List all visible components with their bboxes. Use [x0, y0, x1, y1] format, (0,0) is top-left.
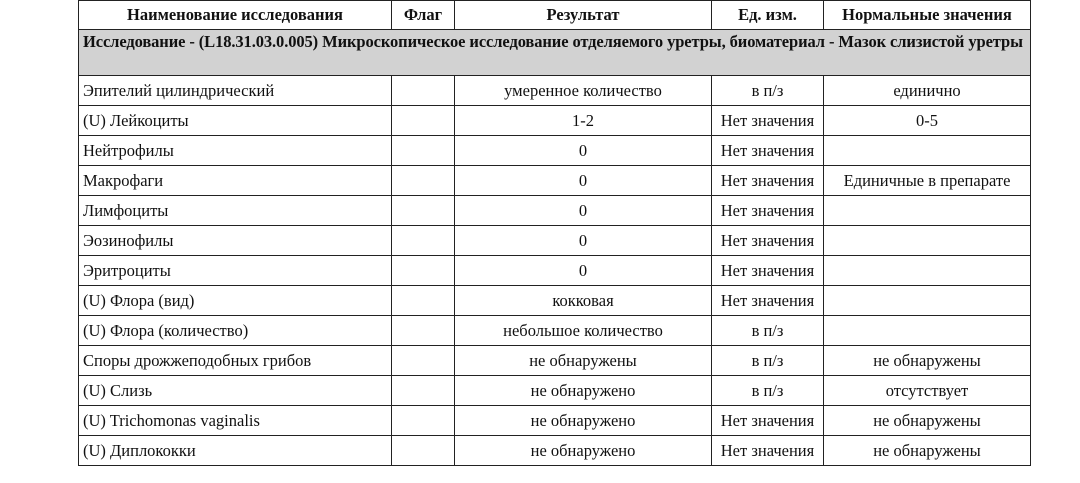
unit-cell: Нет значения [712, 226, 824, 256]
flag-cell [392, 76, 455, 106]
table-row [79, 196, 1031, 226]
unit-cell: в п/з [712, 376, 824, 406]
unit-cell: Нет значения [712, 436, 824, 466]
flag-cell [392, 286, 455, 316]
unit-cell: Нет значения [712, 256, 824, 286]
unit-cell: Нет значения [712, 286, 824, 316]
table-row [79, 376, 1031, 406]
test-name: Эпителий цилиндрический [79, 76, 392, 106]
table-row [79, 316, 1031, 346]
table-row [79, 76, 1031, 106]
unit-cell: в п/з [712, 316, 824, 346]
table-row [79, 106, 1031, 136]
result-cell: не обнаружено [455, 436, 712, 466]
norm-cell [824, 286, 1031, 316]
lab-results-table [78, 0, 1031, 466]
test-name: Лимфоциты [79, 196, 392, 226]
table-row [79, 286, 1031, 316]
table-row [79, 256, 1031, 286]
flag-cell [392, 406, 455, 436]
test-name: (U) Диплококки [79, 436, 392, 466]
result-cell: небольшое количество [455, 316, 712, 346]
table-row [79, 226, 1031, 256]
result-cell: не обнаружено [455, 376, 712, 406]
unit-cell: Нет значения [712, 136, 824, 166]
unit-cell: Нет значения [712, 166, 824, 196]
result-cell: 0 [455, 196, 712, 226]
flag-cell [392, 376, 455, 406]
table-row [79, 436, 1031, 466]
flag-cell [392, 316, 455, 346]
result-cell: 0 [455, 226, 712, 256]
test-name: (U) Флора (количество) [79, 316, 392, 346]
result-cell: 0 [455, 136, 712, 166]
table-row [79, 346, 1031, 376]
unit-cell: в п/з [712, 76, 824, 106]
unit-cell: в п/з [712, 346, 824, 376]
cut-off-footer [80, 476, 1040, 483]
flag-cell [392, 256, 455, 286]
result-cell: 0 [455, 166, 712, 196]
norm-cell [824, 256, 1031, 286]
norm-cell: не обнаружены [824, 436, 1031, 466]
table-row [79, 136, 1031, 166]
test-name: Макрофаги [79, 166, 392, 196]
norm-cell [824, 136, 1031, 166]
test-name: Споры дрожжеподобных грибов [79, 346, 392, 376]
test-name: (U) Слизь [79, 376, 392, 406]
table-row [79, 166, 1031, 196]
norm-cell: не обнаружены [824, 346, 1031, 376]
result-cell: кокковая [455, 286, 712, 316]
result-cell: 1-2 [455, 106, 712, 136]
table-header-row [79, 1, 1031, 30]
test-name: Эозинофилы [79, 226, 392, 256]
flag-cell [392, 346, 455, 376]
table-row [79, 406, 1031, 436]
unit-cell: Нет значения [712, 406, 824, 436]
flag-cell [392, 196, 455, 226]
section-row [79, 30, 1031, 76]
header-flag: Флаг [392, 1, 455, 30]
flag-cell [392, 106, 455, 136]
norm-cell [824, 226, 1031, 256]
test-name: Нейтрофилы [79, 136, 392, 166]
header-norm: Нормальные значения [824, 1, 1031, 30]
test-name: (U) Лейкоциты [79, 106, 392, 136]
flag-cell [392, 436, 455, 466]
header-name: Наименование исследования [79, 1, 392, 30]
result-cell: не обнаружены [455, 346, 712, 376]
flag-cell [392, 226, 455, 256]
norm-cell: 0-5 [824, 106, 1031, 136]
test-name: Эритроциты [79, 256, 392, 286]
norm-cell: не обнаружены [824, 406, 1031, 436]
norm-cell: единично [824, 76, 1031, 106]
flag-cell [392, 166, 455, 196]
unit-cell: Нет значения [712, 196, 824, 226]
test-name: (U) Флора (вид) [79, 286, 392, 316]
test-name: (U) Trichomonas vaginalis [79, 406, 392, 436]
header-unit: Ед. изм. [712, 1, 824, 30]
result-cell: умеренное количество [455, 76, 712, 106]
norm-cell: Единичные в препарате [824, 166, 1031, 196]
result-cell: не обнаружено [455, 406, 712, 436]
norm-cell [824, 196, 1031, 226]
norm-cell: отсутствует [824, 376, 1031, 406]
section-title: Исследование - (L18.31.03.0.005) Микроскопическое исследование отделяемого уретры, биоматериал - Мазок слизистой уретры [79, 30, 1031, 76]
result-cell: 0 [455, 256, 712, 286]
header-result: Результат [455, 1, 712, 30]
norm-cell [824, 316, 1031, 346]
flag-cell [392, 136, 455, 166]
unit-cell: Нет значения [712, 106, 824, 136]
